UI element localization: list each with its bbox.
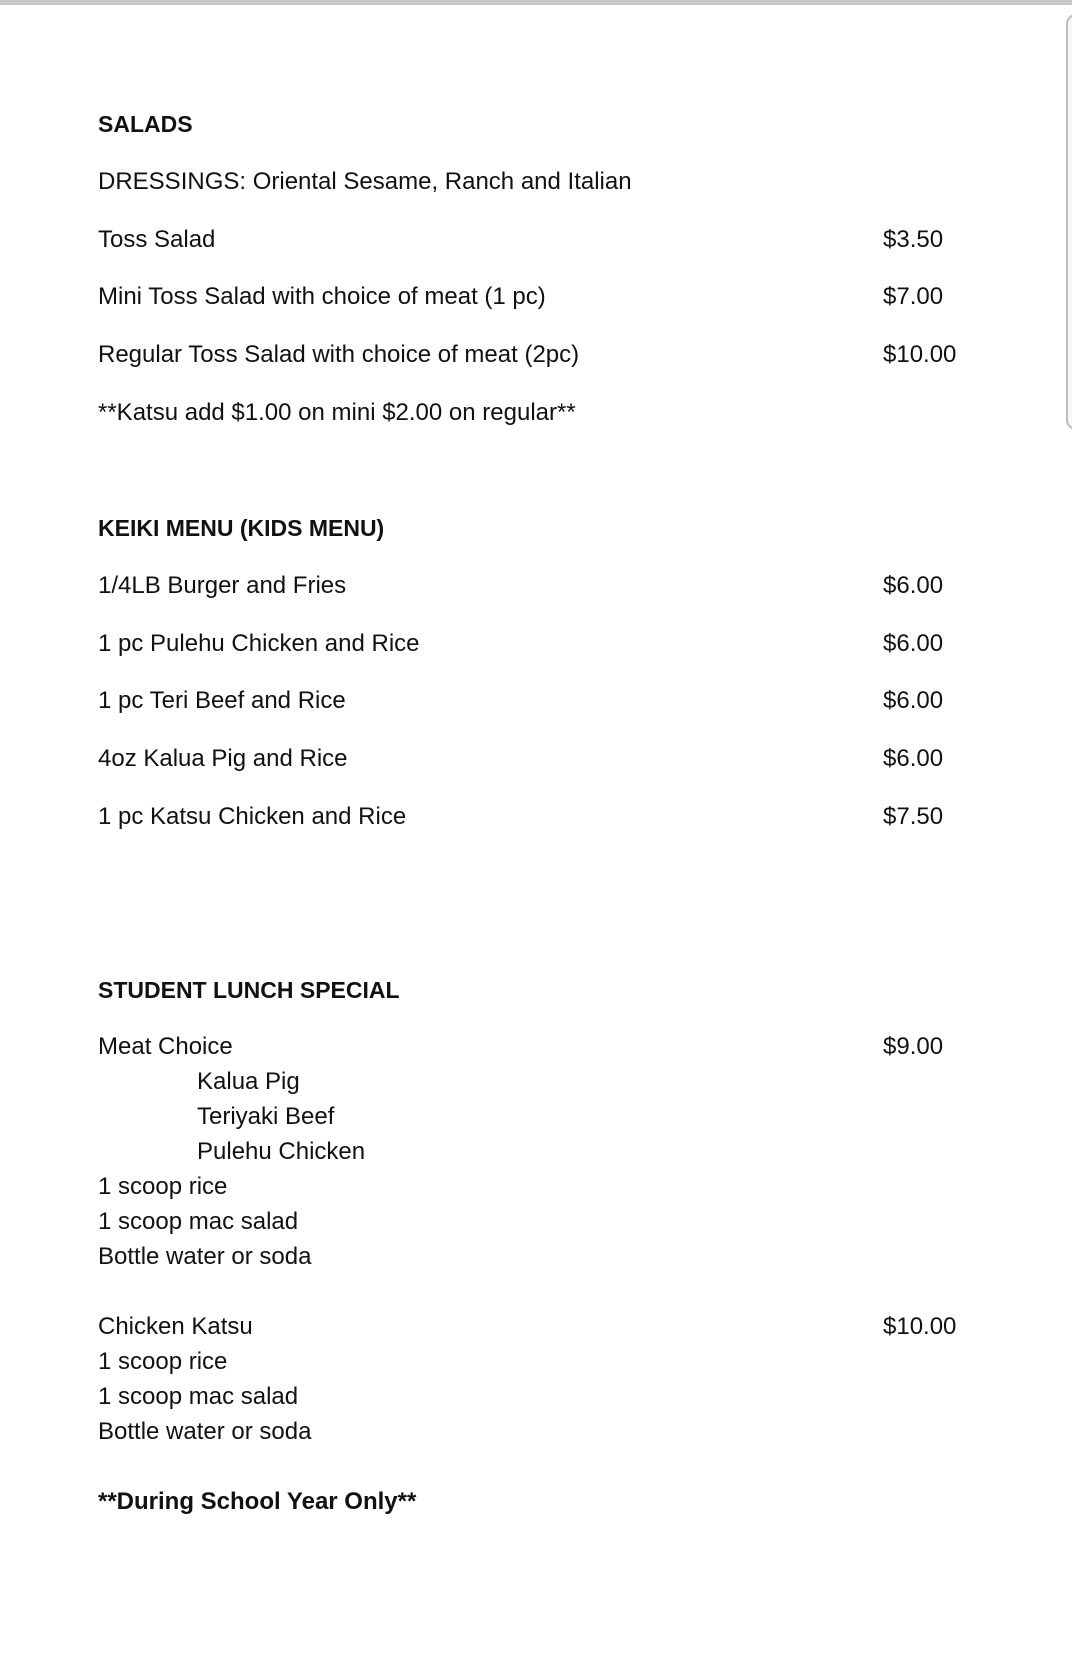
student-note: **During School Year Only** bbox=[98, 1488, 417, 1515]
salad-item-price: $10.00 bbox=[883, 341, 957, 368]
keiki-heading: KEIKI MENU (KIDS MENU) bbox=[98, 515, 385, 541]
meat-choice-include: Bottle water or soda bbox=[98, 1243, 312, 1270]
salads-note: **Katsu add $1.00 on mini $2.00 on regular** bbox=[98, 399, 576, 426]
student-katsu-price: $10.00 bbox=[883, 1313, 957, 1340]
student-heading: STUDENT LUNCH SPECIAL bbox=[98, 977, 400, 1003]
salad-item-name: Regular Toss Salad with choice of meat (2pc) bbox=[98, 341, 580, 368]
keiki-item-name: 1 pc Katsu Chicken and Rice bbox=[98, 803, 407, 830]
student-meat-choice-price: $9.00 bbox=[883, 1033, 944, 1060]
student-meat-choice-label: Meat Choice bbox=[98, 1033, 233, 1060]
meat-choice-include: 1 scoop mac salad bbox=[98, 1208, 299, 1235]
katsu-include: 1 scoop rice bbox=[98, 1348, 228, 1375]
keiki-item-name: 1/4LB Burger and Fries bbox=[98, 572, 347, 599]
salad-item-name: Toss Salad bbox=[98, 226, 216, 253]
salads-heading: SALADS bbox=[98, 111, 193, 137]
salad-item-price: $3.50 bbox=[883, 226, 944, 253]
salad-item-price: $7.00 bbox=[883, 283, 944, 310]
student-katsu-label: Chicken Katsu bbox=[98, 1313, 253, 1340]
keiki-item-price: $6.00 bbox=[883, 687, 944, 714]
meat-option: Kalua Pig bbox=[197, 1068, 300, 1095]
keiki-item-name: 1 pc Pulehu Chicken and Rice bbox=[98, 630, 420, 657]
meat-option: Pulehu Chicken bbox=[197, 1138, 366, 1165]
salads-dressings: DRESSINGS: Oriental Sesame, Ranch and Italian bbox=[98, 168, 632, 195]
keiki-item-price: $6.00 bbox=[883, 745, 944, 772]
salad-item-name: Mini Toss Salad with choice of meat (1 pc) bbox=[98, 283, 546, 310]
katsu-include: Bottle water or soda bbox=[98, 1418, 312, 1445]
keiki-item-price: $7.50 bbox=[883, 803, 944, 830]
meat-choice-include: 1 scoop rice bbox=[98, 1173, 228, 1200]
keiki-item-price: $6.00 bbox=[883, 572, 944, 599]
keiki-item-price: $6.00 bbox=[883, 630, 944, 657]
keiki-item-name: 1 pc Teri Beef and Rice bbox=[98, 687, 346, 714]
keiki-item-name: 4oz Kalua Pig and Rice bbox=[98, 745, 348, 772]
katsu-include: 1 scoop mac salad bbox=[98, 1383, 299, 1410]
meat-option: Teriyaki Beef bbox=[197, 1103, 335, 1130]
